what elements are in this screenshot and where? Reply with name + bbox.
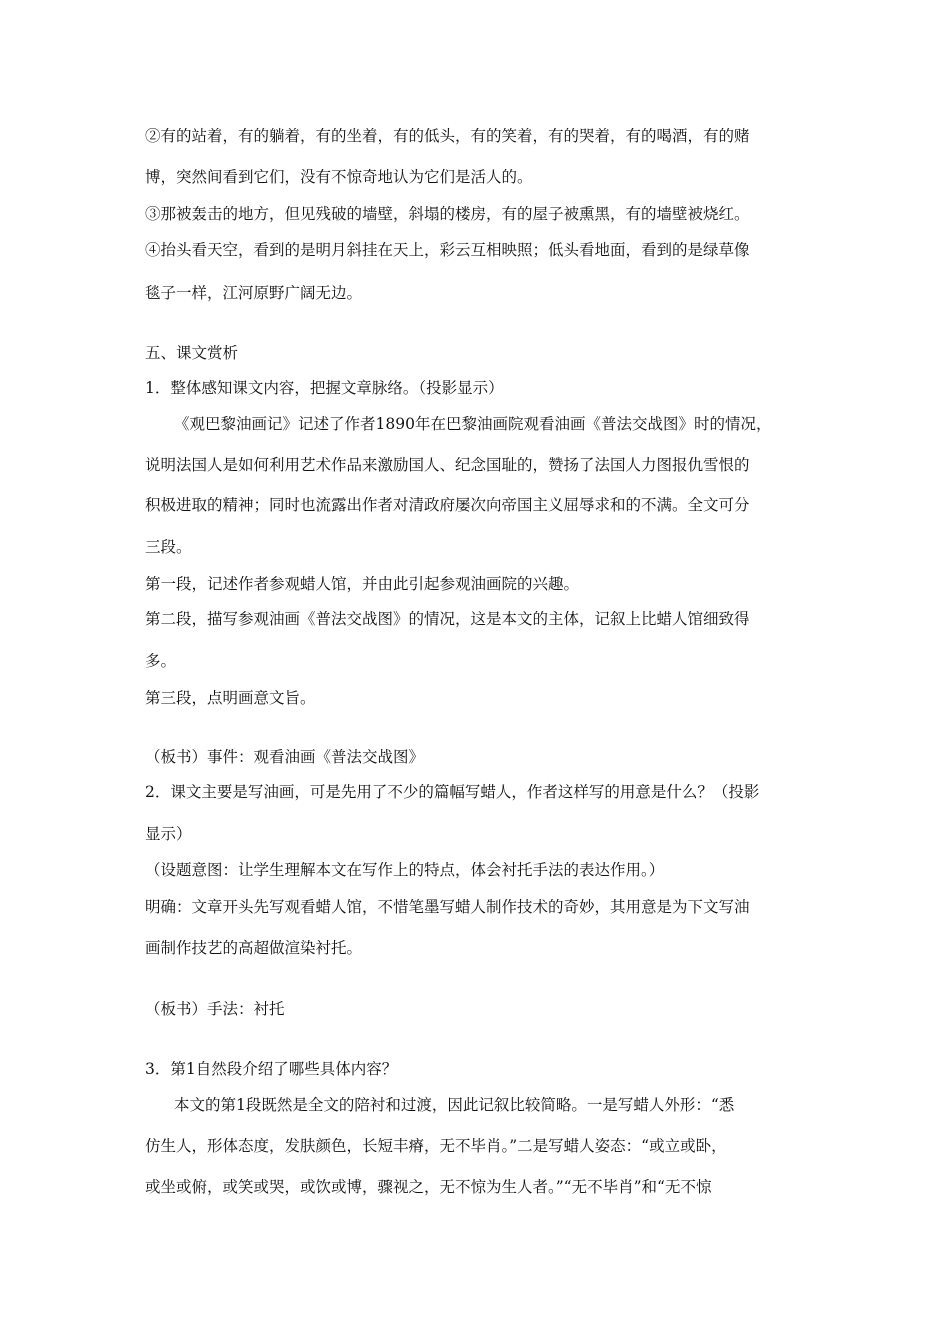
text-line: ②有的站着，有的躺着，有的坐着，有的低头，有的笑着，有的哭着，有的喝酒，有的赌	[145, 127, 750, 145]
text-line: 《观巴黎油画记》记述了作者1890年在巴黎油画院观看油画《普法交战图》时的情况，	[174, 415, 772, 433]
text-line: （设题意图：让学生理解本文在写作上的特点，体会衬托手法的表达作用。）	[145, 861, 665, 879]
question-heading: 1．整体感知课文内容，把握文章脉络。（投影显示）	[145, 379, 504, 397]
text-line: 积极进取的精神；同时也流露出作者对清政府屡次向帝国主义屈辱求和的不满。全文可分	[145, 496, 750, 514]
board-note: （板书）手法：衬托	[145, 1000, 285, 1018]
text-line: ④抬头看天空，看到的是明月斜挂在天上，彩云互相映照；低头看地面，看到的是绿草像	[145, 241, 750, 259]
text-line: 本文的第1段既然是全文的陪衬和过渡，因此记叙比较简略。一是写蜡人外形：“悉	[174, 1096, 735, 1114]
section-heading: 五、课文赏析	[145, 344, 239, 362]
text-line: 博，突然间看到它们，没有不惊奇地认为它们是活人的。	[145, 168, 533, 186]
question-heading: 3．第1自然段介绍了哪些具体内容？	[145, 1060, 398, 1078]
text-line: 明确：文章开头先写观看蜡人馆，不惜笔墨写蜡人制作技术的奇妙，其用意是为下文写油	[145, 898, 750, 916]
text-line: 第二段，描写参观油画《普法交战图》的情况，这是本文的主体，记叙上比蜡人馆细致得	[145, 610, 750, 628]
question-heading: 2．课文主要是写油画，可是先用了不少的篇幅写蜡人，作者这样写的用意是什么？（投影	[145, 783, 760, 801]
text-line: 第一段，记述作者参观蜡人馆，并由此引起参观油画院的兴趣。	[145, 575, 580, 593]
text-line: 画制作技艺的高超做渲染衬托。	[145, 939, 363, 957]
text-line: 多。	[145, 652, 177, 670]
text-line: 或坐或俯，或笑或哭，或饮或博，骤视之，无不惊为生人者。”“无不毕肖”和“无不惊	[145, 1178, 712, 1196]
text-line: 说明法国人是如何利用艺术作品来激励国人、纪念国耻的，赞扬了法国人力图报仇雪恨的	[145, 456, 750, 474]
text-line: 三段。	[145, 538, 192, 556]
text-line: 毯子一样，江河原野广阔无边。	[145, 284, 363, 302]
text-line: ③那被轰击的地方，但见残破的墙壁，斜塌的楼房，有的屋子被熏黑，有的墙壁被烧红。	[145, 205, 750, 223]
board-note: （板书）事件：观看油画《普法交战图》	[145, 748, 425, 766]
text-line: 显示）	[145, 825, 192, 843]
text-line: 第三段，点明画意文旨。	[145, 689, 316, 707]
text-line: 仿生人，形体态度，发肤颜色，长短丰瘠，无不毕肖。”二是写蜡人姿态：“或立或卧，	[145, 1137, 727, 1155]
